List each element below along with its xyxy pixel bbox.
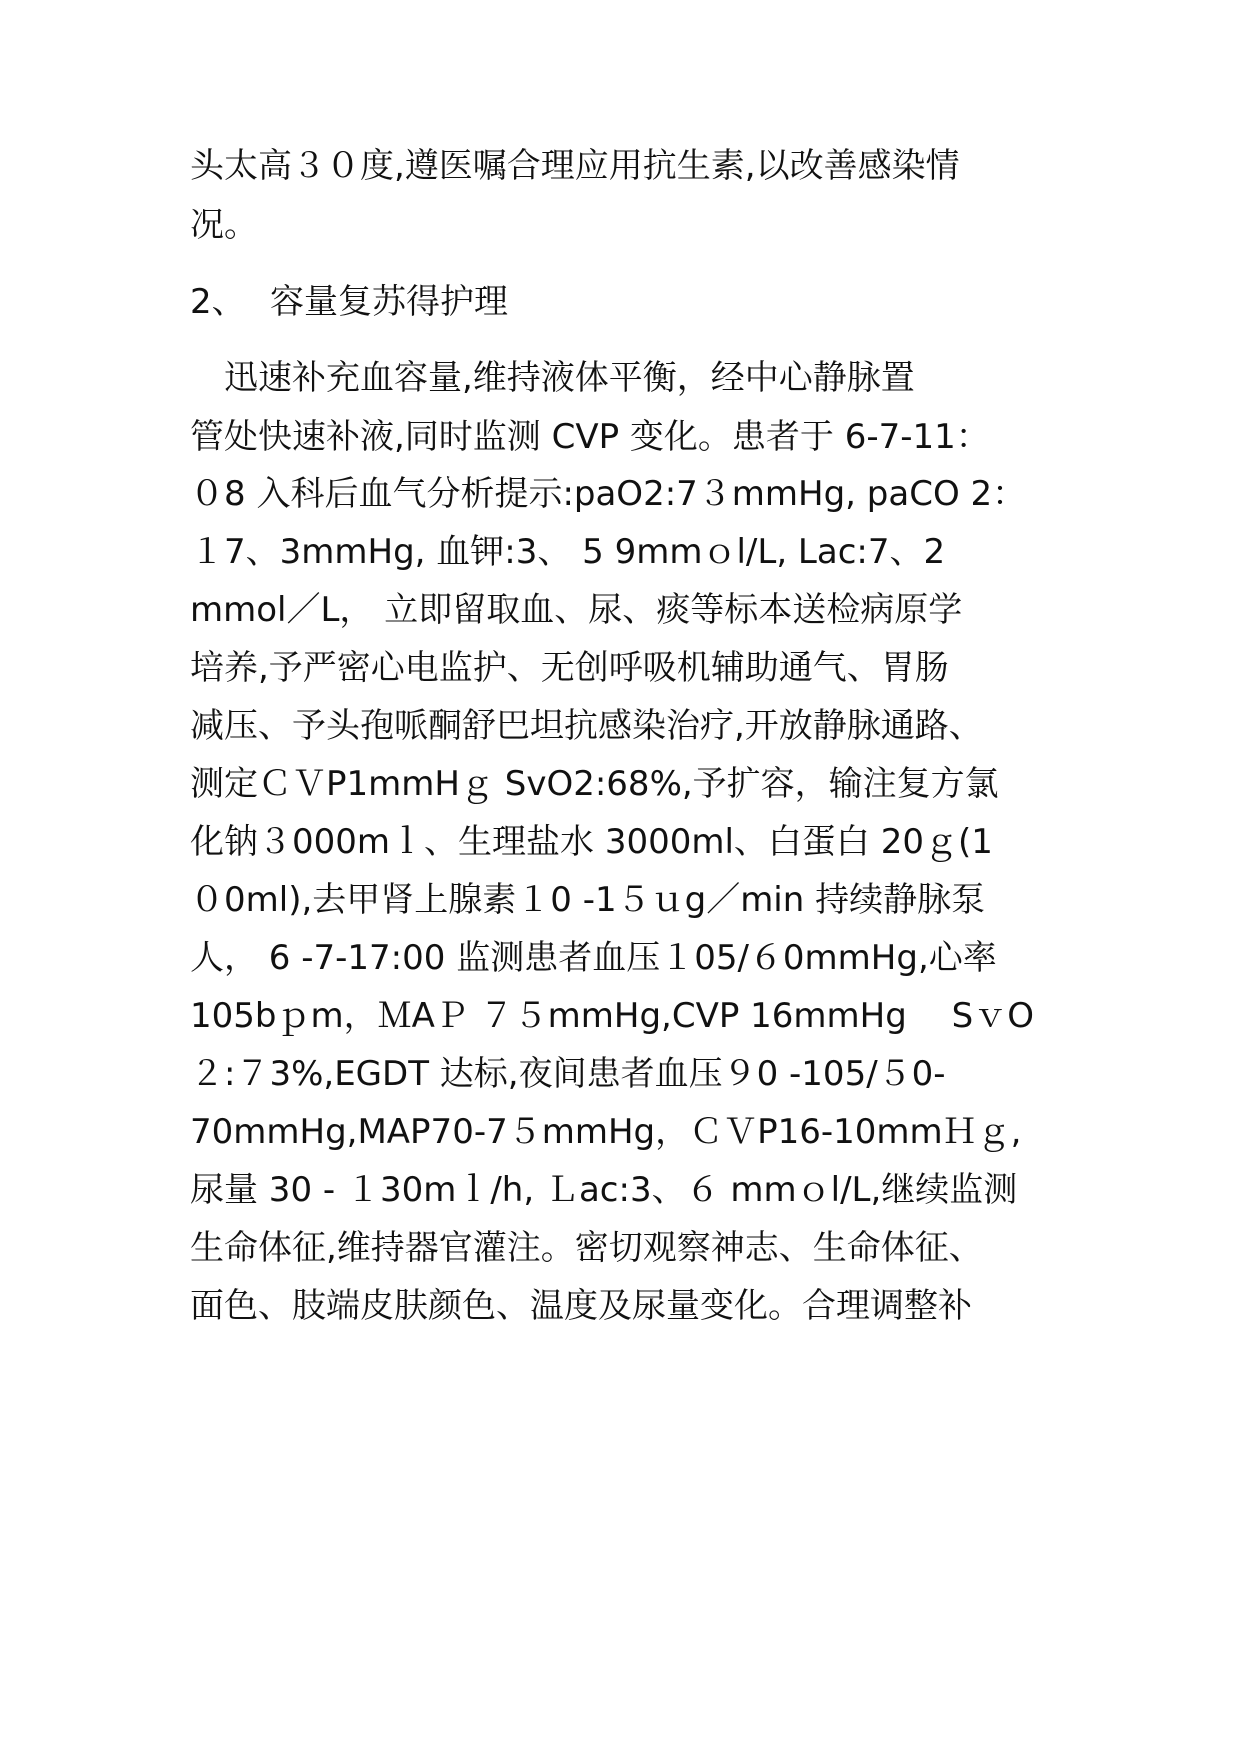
text-line: 头太高３０度,遵医嘱合理应用抗生素,以改善感染情 bbox=[190, 146, 960, 186]
text-line: 70mmHg,MAP70-7５mmHg，ＣＶP16-10mmＨｇ, bbox=[190, 1112, 1022, 1152]
text-line: 测定ＣＶP1mmHｇ SvO2:68%,予扩容，输注复方氯 bbox=[190, 764, 999, 804]
text-line: 面色、肢端皮肤颜色、温度及尿量变化。合理调整补 bbox=[190, 1286, 972, 1326]
text-line: 培养,予严密心电监护、无创呼吸机辅助通气、胃肠 bbox=[190, 648, 949, 688]
text-line: 化钠３000mｌ、生理盐水 3000ml、白蛋白 20ｇ(1 bbox=[190, 822, 993, 862]
section-title: 容量复苏得护理 bbox=[270, 282, 508, 322]
text-line: ２:７3%,EGDT 达标,夜间患者血压９0 -105/５0- bbox=[190, 1054, 946, 1094]
text-line: 减压、予头孢哌酮舒巴坦抗感染治疗,开放静脉通路、 bbox=[190, 706, 983, 746]
text-line: 迅速补充血容量,维持液体平衡，经中心静脉置 bbox=[190, 358, 915, 398]
text-line: mmol／L， 立即留取血、尿、痰等标本送检病原学 bbox=[190, 590, 963, 630]
text-line: 人， 6 -7-17:00 监测患者血压１05/６0mmHg,心率 bbox=[190, 938, 997, 978]
text-line: ０0ml),去甲肾上腺素１0 -1５ｕg／min 持续静脉泵 bbox=[190, 880, 986, 920]
text-line: 况。 bbox=[190, 205, 258, 245]
text-line: 105bｐm，ＭAＰ ７５mmHg,CVP 16mmHg SｖO bbox=[190, 996, 1034, 1036]
section-number: 2、 bbox=[190, 282, 246, 322]
text-line: 尿量 30 - １30mｌ/h, Ｌac:3、６ mmｏl/L,继续监测 bbox=[190, 1170, 1018, 1210]
text-line: １7、3mmHg, 血钾:3、 5 9mmｏl/L, Lac:7、2 bbox=[190, 532, 946, 572]
text-line: 生命体征,维持器官灌注。密切观察神志、生命体征、 bbox=[190, 1228, 983, 1268]
text-line: 管处快速补液,同时监测 CVP 变化。患者于 6-7-11： bbox=[190, 417, 990, 457]
text-line: ０8 入科后血气分析提示:paO2:7３mmHg, paCO 2： bbox=[190, 474, 1027, 514]
